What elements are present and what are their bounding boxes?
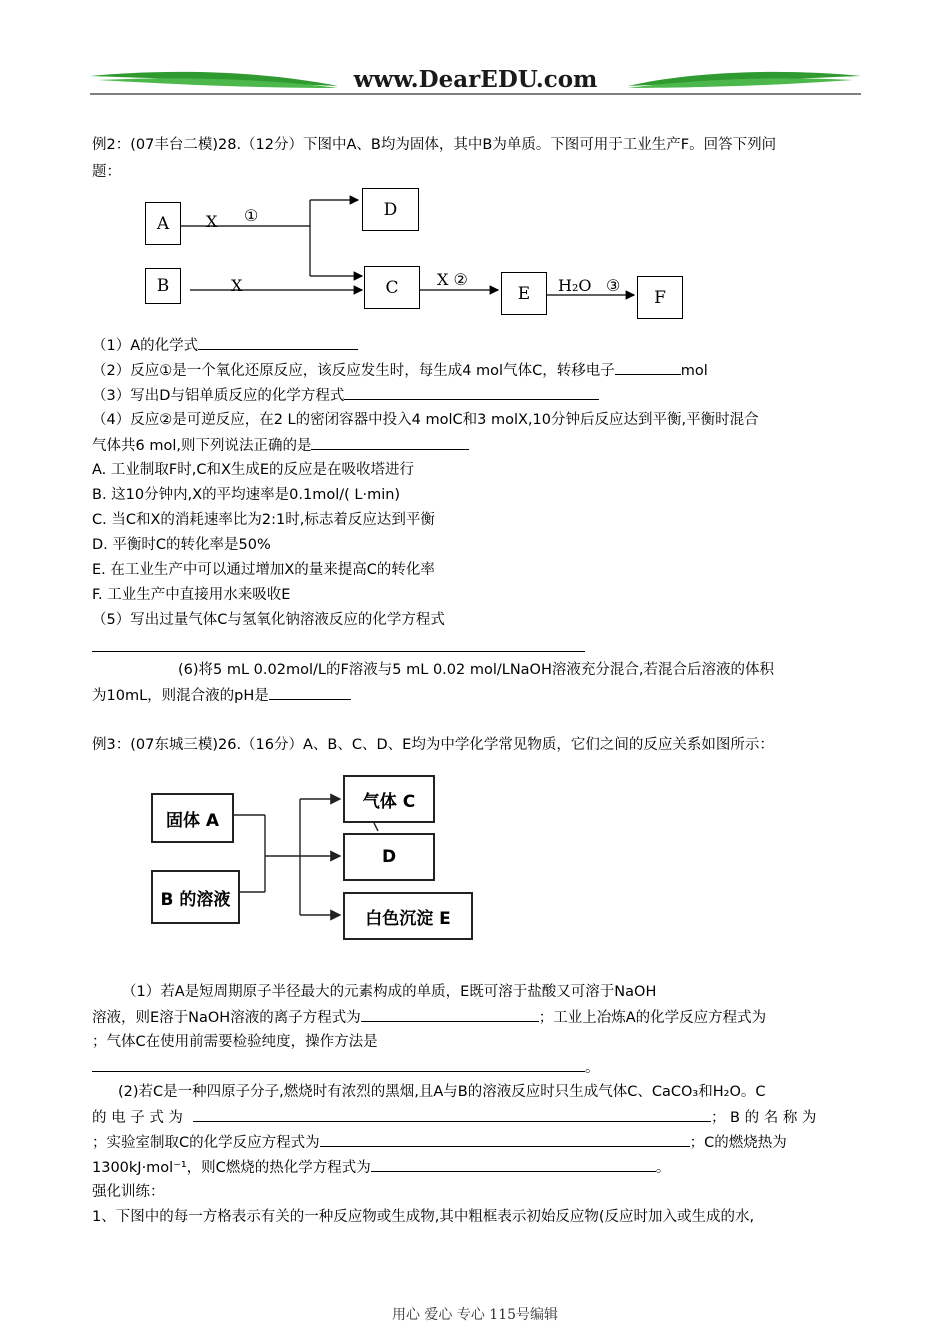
ex2-box-d: D	[362, 188, 419, 231]
ex3-box-b: B 的溶液	[151, 870, 240, 924]
ex2-box-a: A	[145, 202, 181, 245]
page-footer: 用心 爱心 专心 115号编辑	[391, 1307, 559, 1323]
ex2-label-water: H₂O	[558, 276, 592, 295]
ex3-p2-line1: (2)若C是一种四原子分子,燃烧时有浓烈的黑烟,且A与B的溶液反应时只生成气体C、CaCO₃和H₂O。C	[118, 1084, 766, 1100]
header-banner	[88, 62, 863, 102]
ex2-q4-line1: （4）反应②是可逆反应，在2 L的密闭容器中投入4 molC和3 molX,10分钟后反应达到平衡,平衡时混合	[92, 412, 759, 428]
ex2-option: F. 工业生产中直接用水来吸收E	[92, 587, 291, 603]
ex2-label-ax: X	[206, 212, 218, 231]
ex2-intro-line1: 例2：(07丰台二模)28.（12分）下图中A、B均为固体，其中B为单质。下图可用于工业生产F。回答下列问	[92, 137, 777, 153]
ex3-box-a: 固体 A	[151, 793, 234, 843]
ex2-q5: （5）写出过量气体C与氢氧化钠溶液反应的化学方程式	[92, 612, 445, 628]
ex2-box-e: E	[501, 272, 547, 315]
ex2-option: B. 这10分钟内,X的平均速率是0.1mol/( L·min)	[92, 487, 401, 503]
answer-blank[interactable]	[361, 1007, 539, 1022]
ex3-p2-line3: ；实验室制取C的化学反应方程式为 ；C的燃烧热为	[92, 1132, 787, 1153]
ex2-option: C. 当C和X的消耗速率比为2:1时,标志着反应达到平衡	[92, 512, 435, 528]
ex3-diagram	[0, 765, 950, 955]
ex2-box-b: B	[145, 268, 181, 304]
ex2-q2: （2）反应①是一个氧化还原反应，该反应发生时，每生成4 mol气体C，转移电子 mol	[92, 360, 708, 381]
ex2-box-f: F	[637, 276, 683, 319]
ex3-p1-line1: （1）若A是短周期原子半径最大的元素构成的单质，E既可溶于盐酸又可溶于NaOH	[122, 984, 657, 1000]
ex3-intro: 例3：(07东城三模)26.（16分）A、B、C、D、E均为中学化学常见物质，它们之间的反应关系如图所示：	[92, 737, 774, 753]
ex2-q1: （1）A的化学式	[92, 335, 358, 356]
ex2-q3: （3）写出D与铝单质反应的化学方程式	[92, 385, 599, 406]
ex2-q6-line1: (6)将5 mL 0.02mol/L的F溶液与5 mL 0.02 mol/LNaOH溶液充分混合,若混合后溶液的体积	[178, 662, 774, 678]
ex2-diagram	[0, 180, 950, 330]
ex3-p1-line2: 溶液，则E溶于NaOH溶液的离子方程式为 ；工业上冶炼A的化学反应方程式为	[92, 1007, 766, 1028]
ex3-box-c: 气体 C	[343, 775, 435, 823]
answer-blank[interactable]	[320, 1132, 690, 1147]
ex3-p2-line2: 的 电 子 式 为 ； B 的 名 称 为	[92, 1107, 816, 1128]
ex2-label-step1: ①	[244, 206, 259, 225]
ex2-q4-line2: 气体共6 mol,则下列说法正确的是	[92, 435, 469, 456]
ex3-box-e: 白色沉淀 E	[343, 892, 473, 940]
ex2-option: A. 工业制取F时,C和X生成E的反应是在吸收塔进行	[92, 462, 415, 478]
training-heading: 强化训练：	[92, 1184, 165, 1200]
site-logo: www.DearEDU.com	[353, 66, 598, 93]
ex3-p1-line4: 。	[92, 1057, 600, 1078]
answer-blank[interactable]	[92, 1057, 585, 1072]
answer-blank[interactable]	[269, 685, 351, 700]
ex3-arrows	[0, 765, 950, 955]
training-item1: 1、下图中的每一方格表示有关的一种反应物或生成物,其中粗框表示初始反应物(反应时加入或生成的水,	[92, 1209, 755, 1225]
ex3-box-d: D	[343, 833, 435, 881]
answer-line[interactable]	[92, 651, 585, 652]
answer-blank[interactable]	[344, 385, 599, 400]
answer-blank[interactable]	[198, 335, 358, 350]
ex2-box-c: C	[364, 266, 420, 309]
ex3-p1-line3: ；气体C在使用前需要检验纯度，操作方法是	[92, 1034, 378, 1050]
ex2-label-step3: ③	[606, 276, 621, 295]
answer-blank[interactable]	[371, 1157, 656, 1172]
answer-blank[interactable]	[193, 1107, 711, 1122]
ex2-label-bx: X	[231, 276, 243, 295]
ex2-arrows	[0, 180, 950, 330]
answer-blank[interactable]	[311, 435, 469, 450]
ex2-option: D. 平衡时C的转化率是50%	[92, 537, 271, 553]
ex3-p2-line4: 1300kJ·mol⁻¹，则C燃烧的热化学方程式为 。	[92, 1157, 670, 1178]
ex2-label-cx: X ②	[437, 270, 468, 289]
ex2-q6-line2: 为10mL，则混合液的pH是	[92, 685, 351, 706]
ex2-option: E. 在工业生产中可以通过增加X的量来提高C的转化率	[92, 562, 435, 578]
answer-blank[interactable]	[615, 360, 681, 375]
ex2-intro-line2: 题：	[92, 164, 121, 180]
